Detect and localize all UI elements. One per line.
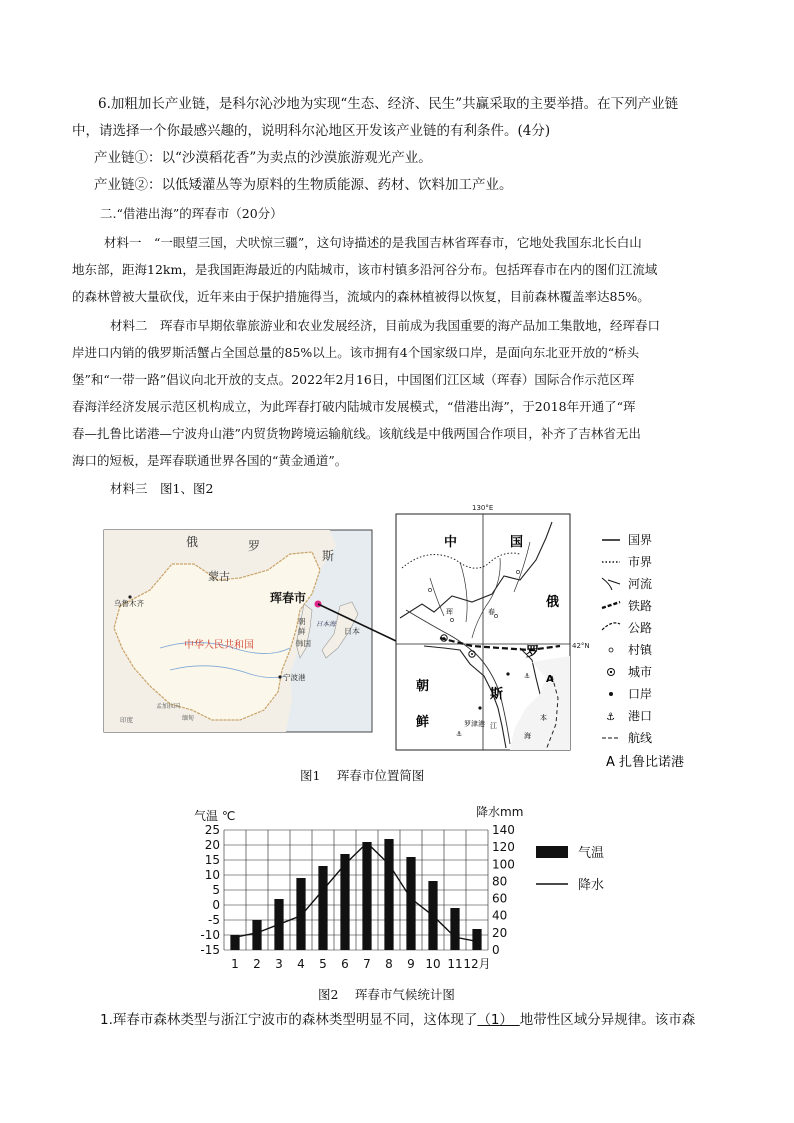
x-tick-label: 6 (341, 957, 349, 971)
map-legend (602, 533, 684, 770)
y-tick-right: 0 (492, 943, 500, 957)
y-tick-right: 40 (492, 908, 508, 923)
map-label-mongolia: 蒙古 (208, 570, 230, 583)
y-tick-left: 15 (204, 853, 220, 867)
material2-line2: 岸进口内销的俄罗斯活蟹占全国总量的85%以上。该市拥有4个国家级口岸，是面向东北亚开放的“桥头 (72, 345, 640, 360)
y-tick-left: 5 (212, 883, 220, 897)
q6-line1: 6.加粗加长产业链，是科尔沁沙地为实现“生态、经济、民生”共赢采取的主要举措。在下列产业链 (98, 96, 679, 112)
map-label-russia-luo: 罗 (248, 539, 261, 553)
y-axis-right-title: 降水mm (476, 805, 524, 819)
legend-item-label: 铁路 (628, 599, 653, 613)
detail-label-a: A (546, 674, 554, 685)
material2-line5: 春—扎鲁比诺港—宁波舟山港”内贸货物跨境运输航线。该航线是中俄两国合作项目，补齐了吉林省无出 (72, 426, 641, 441)
detail-label-ben: 本 (540, 714, 547, 722)
detail-label-luojin: 罗津港 (464, 720, 485, 728)
detail-label-e: 俄 (546, 595, 560, 610)
map-label-india: 印度 (120, 716, 133, 724)
map-label-ningbo: 宁波港 (283, 673, 306, 682)
q6-chain2: 产业链②：以低矮灌丛等为原料的生物质能源、药材、饮料加工产业。 (94, 177, 513, 193)
y-tick-left: 25 (204, 823, 220, 837)
material1-line1: 材料一 “一眼望三国，犬吠惊三疆”，这句诗描述的是我国吉林省珲春市，它地处我国东北长白山 (104, 235, 642, 250)
x-tick-label: 10 (425, 957, 441, 971)
y-tick-right: 60 (492, 891, 508, 906)
detail-label-hun: 珲 (446, 608, 453, 616)
q1-blank: （1） (477, 1012, 520, 1028)
map-label-sea-of-japan: 日本海 (316, 620, 336, 628)
x-tick-label: 2 (253, 957, 261, 971)
location-map (104, 530, 396, 732)
legend-label-temperature: 气温 (578, 846, 605, 861)
figure-2-caption: 图2 珲春市气候统计图 (318, 987, 455, 1002)
material2-line1: 材料二 珲春市早期依靠旅游业和农业发展经济，目前成为我国重要的海产品加工集散地，经珲春口 (110, 318, 661, 333)
temperature-bar (472, 929, 481, 950)
meridian-label: 130°E (472, 504, 494, 512)
detail-map (396, 504, 590, 750)
legend-label-precipitation: 降水 (578, 878, 605, 893)
legend-swatch-temperature (536, 846, 568, 858)
y-tick-left: -15 (200, 943, 220, 957)
map-label-hunchun: 珲春市 (270, 591, 307, 605)
climate-chart (190, 800, 630, 980)
x-tick-label: 3 (275, 957, 283, 971)
temperature-bar (406, 857, 415, 950)
y-tick-right: 20 (492, 925, 508, 940)
y-tick-left: 20 (204, 838, 220, 852)
legend-item-label: 航线 (628, 731, 653, 745)
q1-after: 地带性区域分异规律。该市森 (519, 1012, 696, 1028)
legend-item-label: 国界 (628, 533, 653, 547)
detail-label-zhong: 中 (444, 535, 458, 550)
y-tick-right: 120 (492, 840, 515, 855)
detail-label-hai: 海 (524, 732, 531, 740)
map-label-urumqi: 乌鲁木齐 (114, 599, 144, 608)
map-label-russia-si: 斯 (322, 549, 335, 563)
material1-line3: 的森林曾被大量砍伐，近年来由于保护措施得当，流域内的森林植被得以恢复，目前森林覆盖率达85%。 (72, 289, 650, 304)
x-tick-label: 4 (297, 957, 305, 971)
y-tick-right: 140 (492, 823, 515, 837)
temperature-bar (252, 920, 261, 950)
section2-title: 二.“借港出海”的珲春市（20分） (100, 206, 283, 221)
detail-label-jiang: 江 (490, 722, 497, 730)
map-label-bangladesh: 孟加拉国 (156, 703, 181, 710)
y-tick-left: -5 (208, 913, 220, 927)
detail-label-si: 斯 (490, 687, 504, 702)
legend-item-label: 河流 (628, 577, 653, 591)
x-tick-label: 12月 (463, 957, 491, 971)
material3-title: 材料三 图1、图2 (110, 481, 214, 496)
temperature-bar (230, 935, 239, 950)
map-label-north-korea2: 鲜 (298, 627, 306, 636)
legend-a-item: A 扎鲁比诺港 (606, 755, 685, 770)
map-label-myanmar: 缅甸 (182, 715, 195, 722)
x-tick-label: 9 (407, 957, 415, 971)
temperature-bar (296, 878, 305, 950)
map-label-russia-e: 俄 (186, 535, 199, 549)
detail-label-luo: 罗 (526, 645, 540, 660)
svg-text:⚓: ⚓ (606, 712, 615, 723)
legend-item-label: 口岸 (628, 687, 653, 701)
detail-label-xian: 鲜 (416, 715, 430, 730)
temperature-bar (450, 908, 459, 950)
temperature-bar (362, 842, 371, 950)
svg-text:⚓: ⚓ (524, 672, 531, 680)
detail-label-chun: 春 (488, 608, 495, 616)
legend-item-label: 公路 (628, 621, 653, 635)
detail-label-chao: 朝 (416, 679, 430, 694)
y-tick-right: 100 (492, 857, 515, 872)
legend-item-label: 港口 (628, 709, 653, 723)
map-label-japan: 日本 (344, 627, 360, 636)
y-tick-left: -10 (200, 928, 220, 942)
figure-1 (100, 498, 740, 770)
material2-line6: 海口的短板，是珲春联通世界各国的“黄金通道”。 (72, 453, 348, 468)
x-tick-label: 11 (447, 957, 463, 971)
x-tick-label: 7 (363, 957, 371, 971)
q1-text (100, 1008, 740, 1032)
x-tick-label: 1 (231, 957, 239, 971)
y-axis-left-title: 气温 ℃ (194, 809, 236, 823)
temperature-bar (318, 866, 327, 950)
detail-label-guo: 国 (510, 535, 524, 550)
q6-line2: 中，请选择一个你最感兴趣的，说明科尔沁地区开发该产业链的有利条件。(4分) (72, 123, 551, 139)
map-label-china: 中华人民共和国 (184, 640, 254, 651)
legend-item-label: 市界 (628, 555, 653, 569)
material2-line4: 春海洋经济发展示范区机构成立，为此珲春打破内陆城市发展模式，“借港出海”，于2018年开通了“珲 (72, 399, 636, 414)
y-tick-left: 0 (212, 898, 220, 912)
material2-line3: 堡”和“一带一路”倡议向北开放的支点。2022年2月16日，中国图们江区域（珲春）国际合作示范区珲 (72, 372, 635, 387)
material1-line2: 地东部，距海12km，是我国距海最近的内陆城市，该市村镇多沿河谷分布。包括珲春市在内的图们江流域 (72, 262, 658, 277)
y-tick-left: 10 (204, 868, 220, 882)
temperature-bar (384, 839, 393, 950)
legend-item-label: 城市 (628, 665, 653, 679)
x-tick-label: 5 (319, 957, 327, 971)
svg-text:⚓: ⚓ (456, 730, 463, 738)
legend-item-label: 村镇 (628, 643, 653, 657)
q1-before: 1.珲春市森林类型与浙江宁波市的森林类型明显不同，这体现了 (100, 1012, 478, 1028)
figure-1-caption: 图1 珲春市位置简图 (300, 768, 425, 783)
map-label-south-korea: 韩国 (296, 639, 311, 648)
parallel-label: 42°N (572, 642, 590, 650)
q6-chain1: 产业链①：以“沙漠稻花香”为卖点的沙漠旅游观光产业。 (94, 150, 432, 166)
y-tick-right: 80 (492, 874, 508, 889)
x-tick-label: 8 (385, 957, 393, 971)
map-label-north-korea1: 朝 (298, 617, 306, 626)
